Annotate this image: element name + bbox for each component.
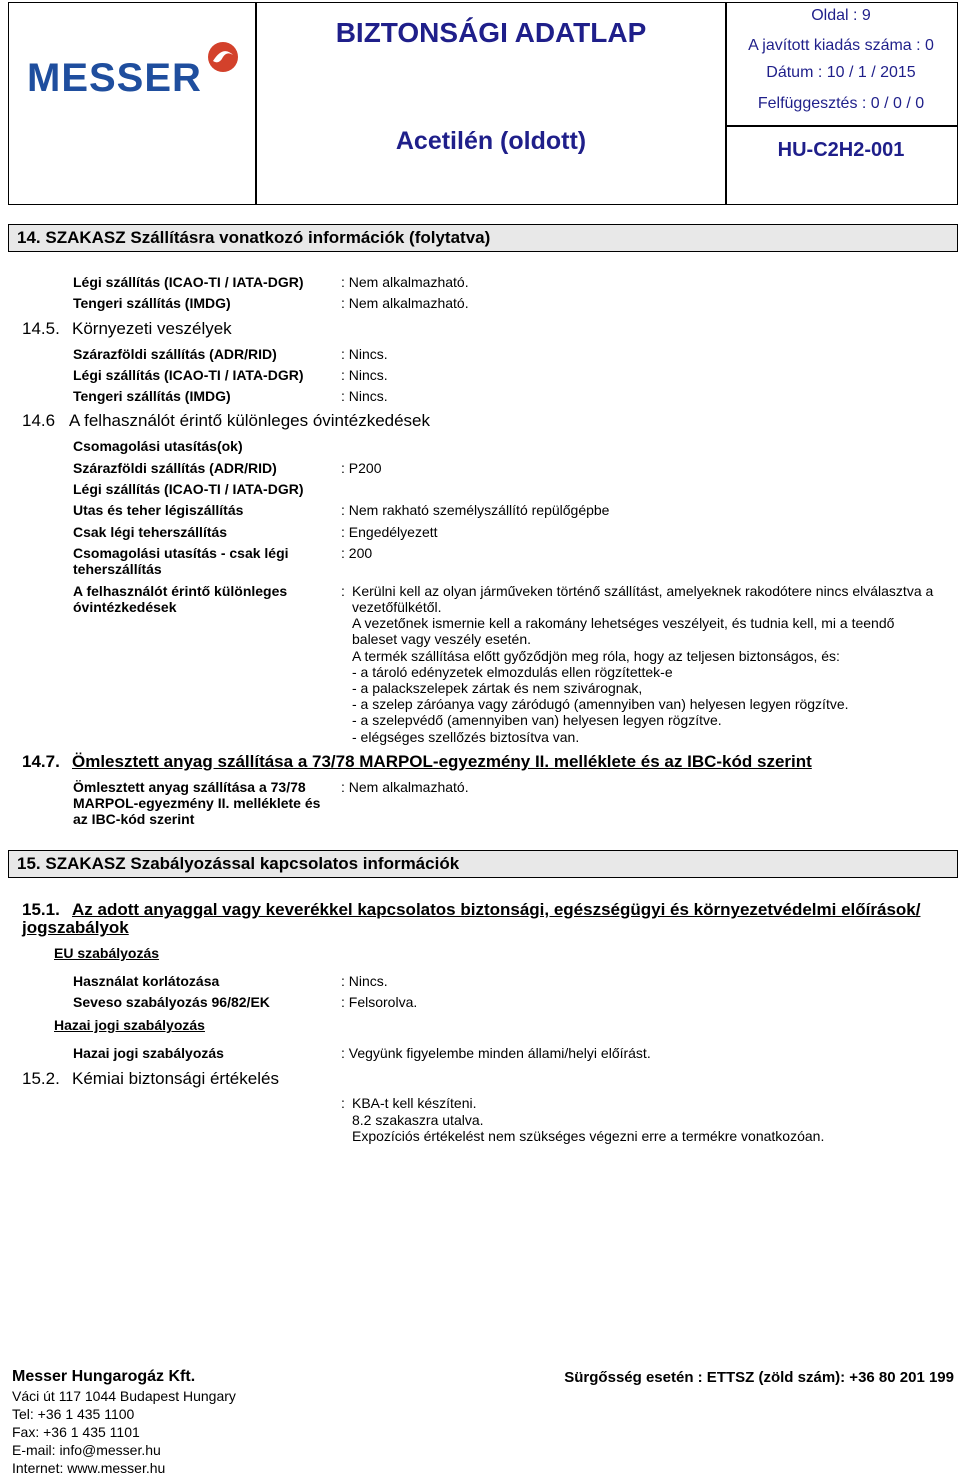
section-15-bar	[8, 850, 958, 878]
company-website: Internet: www.messer.hu	[12, 1460, 166, 1476]
packing-instructions-label: Csomagolási utasítás(ok)	[73, 438, 243, 454]
document-header	[8, 2, 958, 205]
company-address: Váci út 117 1044 Budapest Hungary	[12, 1388, 236, 1404]
row-label: Szárazföldi szállítás (ADR/RID)	[73, 460, 277, 476]
subsection-number: 15.2.	[22, 1069, 60, 1088]
row-value: : Felsorolva.	[341, 994, 418, 1010]
row-value: : P200	[341, 460, 382, 476]
row-label: Ömlesztett anyag szállítása a 73/78	[73, 779, 306, 795]
row-label: Tengeri szállítás (IMDG)	[73, 295, 231, 311]
special-precautions-line: A termék szállítása előtt győződjön meg róla, hogy az teljesen biztonságos, és:	[352, 648, 840, 664]
subsection-number: 14.6	[22, 411, 56, 430]
subsection-title: Kémiai biztonsági értékelés	[72, 1069, 279, 1088]
row-label: Légi szállítás (ICAO-TI / IATA-DGR)	[73, 274, 304, 290]
special-precautions-line: Kerülni kell az olyan járműveken történő szállítást, amelyeknek rakodótere nincs elválasztva a	[352, 583, 934, 599]
company-fax: Fax: +36 1 435 1101	[12, 1424, 140, 1440]
row-value: : Nincs.	[341, 346, 388, 362]
row-value: : Vegyünk figyelembe minden állami/helyi előírást.	[341, 1045, 651, 1061]
row-label: Csomagolási utasítás - csak légi	[73, 545, 289, 561]
section-14-title: 14. SZAKASZ Szállításra vonatkozó információk (folytatva)	[17, 228, 491, 247]
header-divider	[725, 125, 957, 127]
row-label: A felhasználót érintő különleges	[73, 583, 288, 599]
section-14-bar	[8, 224, 958, 252]
subsection-title: A felhasználót érintő különleges óvintézkedések	[69, 411, 431, 430]
special-precautions-line: - a szelepvédő (amennyiben van) helyesen legyen rögzítve.	[352, 712, 722, 728]
csa-line: Expozíciós értékelést nem szükséges végezni erre a termékre vonatkozóan.	[352, 1128, 825, 1144]
company-phone: Tel: +36 1 435 1100	[12, 1406, 135, 1422]
subsection-title: Környezeti veszélyek	[72, 319, 232, 338]
section-15-title: 15. SZAKASZ Szabályozással kapcsolatos információk	[17, 854, 460, 873]
document-title: BIZTONSÁGI ADATLAP	[335, 17, 647, 48]
svg-text:MESSER: MESSER	[27, 56, 202, 95]
special-precautions-line: baleset vagy veszély esetén.	[352, 631, 531, 647]
csa-line: 8.2 szakaszra utalva.	[352, 1112, 484, 1128]
subsection-number: 14.5.	[22, 319, 60, 338]
row-label: teherszállítás	[73, 561, 162, 577]
row-label: Használat korlátozása	[73, 973, 220, 989]
row-value: : Nem alkalmazható.	[341, 779, 469, 795]
special-precautions-line: A vezetőnek ismernie kell a rakomány lehetséges veszélyeit, és tudnia kell, mi a teendő	[352, 615, 895, 631]
row-label: Seveso szabályozás 96/82/EK	[73, 994, 270, 1010]
revision-number: A javított kiadás száma : 0	[748, 37, 934, 54]
row-colon: :	[341, 1095, 345, 1111]
row-label: Légi szállítás (ICAO-TI / IATA-DGR)	[73, 481, 304, 497]
row-value: : 200	[341, 545, 373, 561]
row-value: : Nem rakható személyszállító repülőgépbe	[341, 502, 610, 518]
emergency-contact: Sürgősség esetén : ETTSZ (zöld szám): +36 80 201 199	[564, 1369, 954, 1386]
row-label: Szárazföldi szállítás (ADR/RID)	[73, 346, 277, 362]
special-precautions-line: vezetőfülkétől.	[352, 599, 442, 615]
row-value: : Nem alkalmazható.	[341, 295, 469, 311]
suspension-info: Felfüggesztés : 0 / 0 / 0	[757, 95, 925, 112]
row-label: Csak légi teherszállítás	[73, 524, 228, 540]
row-colon: :	[341, 583, 345, 599]
company-name: Messer Hungarogáz Kft.	[12, 1368, 196, 1385]
row-label: Tengeri szállítás (IMDG)	[73, 388, 231, 404]
subsection-number: 15.1.	[22, 900, 60, 919]
issue-date: Dátum : 10 / 1 / 2015	[766, 64, 916, 81]
row-value: : Nincs.	[341, 388, 388, 404]
row-value: : Nincs.	[341, 367, 388, 383]
eu-regulation-heading: EU szabályozás	[54, 945, 160, 961]
row-value: : Nincs.	[341, 973, 388, 989]
special-precautions-line: - a szelep záróanya vagy záródugó (amennyiben van) helyesen legyen rögzítve.	[352, 696, 849, 712]
national-regulation-heading: Hazai jogi szabályozás	[54, 1017, 205, 1033]
row-label: Légi szállítás (ICAO-TI / IATA-DGR)	[73, 367, 304, 383]
product-code: HU-C2H2-001	[777, 139, 905, 161]
row-label: MARPOL-egyezmény II. melléklete és	[73, 795, 321, 811]
header-divider	[255, 3, 257, 204]
page-number: Oldal : 9	[811, 7, 871, 24]
special-precautions-line: - a palackszelepek zártak és nem szivárognak,	[352, 680, 643, 696]
company-email: E-mail: info@messer.hu	[12, 1442, 161, 1458]
row-label: óvintézkedések	[73, 599, 177, 615]
special-precautions-line: - a tároló edényzetek elmozdulás ellen rögzítettek-e	[352, 664, 673, 680]
subsection-title: Ömlesztett anyag szállítása a 73/78 MARPOL-egyezmény II. melléklete és az IBC-kód szerint	[72, 752, 812, 771]
row-value: : Engedélyezett	[341, 524, 438, 540]
csa-line: KBA-t kell készíteni.	[352, 1095, 477, 1111]
messer-logo	[27, 39, 249, 95]
subsection-number: 14.7.	[22, 752, 60, 771]
row-label: Hazai jogi szabályozás	[73, 1045, 224, 1061]
row-value: : Nem alkalmazható.	[341, 274, 469, 290]
row-label: Utas és teher légiszállítás	[73, 502, 244, 518]
product-name: Acetilén (oldott)	[395, 127, 587, 155]
subsection-title-cont: jogszabályok	[22, 918, 129, 937]
subsection-title: Az adott anyaggal vagy keverékkel kapcsolatos biztonsági, egészségügyi és környezetvédelmi előírások/	[72, 900, 921, 919]
row-label: az IBC-kód szerint	[73, 811, 195, 827]
special-precautions-line: - elégséges szellőzés biztosítva van.	[352, 729, 580, 745]
